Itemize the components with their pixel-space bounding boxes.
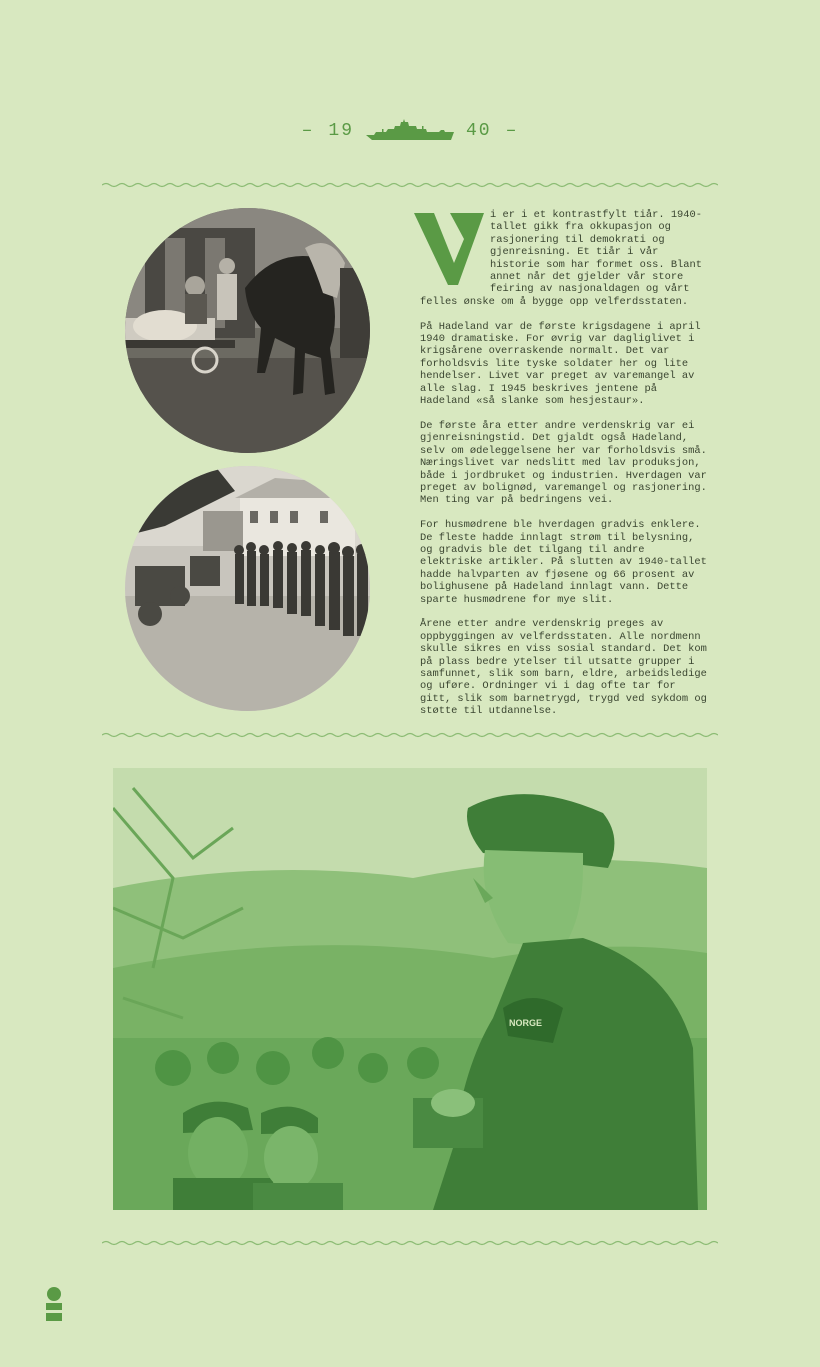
paragraph-5: Årene etter andre verdenskrig preges av oppbyggingen av velferdsstaten. Alle nordmenn skulle sikres en viss sosial standard. Det kom på plass bedre ytelser til utsatte grupper i samfunnet, slik som barn, eldre, arbeidsledige og uføre. Ordninger vi i dag ofte tar for gitt, slik som barnetrygd, trygd ved sykdom og støtte til utdannelse. [420, 618, 707, 718]
wavy-divider-bottom [102, 1239, 718, 1247]
header-dash-left: – [301, 121, 315, 141]
paragraph-4: For husmødrene ble hverdagen gradvis enklere. De fleste hadde innlagt strøm til belysning, og gradvis ble det tilgang til andre elektriske artikler. På slutten av 1940-tallet hadde halvparten av fjøsene og 66 prosent av bolighusene på Hadeland innlagt vann. Dette sparte husmødrene for mye slit. [420, 519, 707, 606]
photo-soldiers-house [125, 466, 370, 711]
first-paragraph [420, 209, 712, 308]
photo-horse-cart [125, 208, 370, 453]
year-right: 40 [466, 121, 492, 141]
paragraph-1: i er i et kontrastfylt tiår. 1940-tallet gikk fra okkupasjon og rasjonering til demokrati og gjenreisning. Et tiår i vår historie som har formet oss. Blant annet når det gjelder vår store feiring av nasjonaldagen og vårt felles ønske om å bygge opp velferdsstaten. [420, 209, 703, 308]
year-header [0, 118, 820, 144]
year-left: 19 [328, 121, 354, 141]
article-text [420, 209, 712, 730]
dropcap-letter [414, 211, 484, 287]
warship-icon [364, 118, 456, 144]
photo-soldier-beret [113, 768, 707, 1210]
paragraph-2: På Hadeland var de første krigsdagene i april 1940 dramatiske. For øvrig var dagliglivet i krigsårene overraskende normalt. Det var forholdsvis lite tyske soldater her og lite hendelser. Livet var preget av varemangel av alle slag. I 1945 beskrives jentene på Hadeland «så slanke som hesjestaur». [420, 320, 701, 408]
paragraph-3: De første åra etter andre verdenskrig var ei gjenreisningstid. Det gjaldt også Hadeland, selv om ødeleggelsene her var forholdsvis små. Næringslivet var nedslitt med lav produksjon, både i jordbruket og industrien. Hverdagen var preget av bolignød, varemangel og rasjonering. Men ting var på bedringens vei. [420, 419, 707, 507]
logo-icon [46, 1287, 62, 1321]
norge-shoulder-badge: NORGE [509, 1018, 543, 1028]
wavy-divider-middle [102, 731, 718, 739]
header-dash-right: – [505, 121, 519, 141]
wavy-divider-top [102, 181, 718, 189]
